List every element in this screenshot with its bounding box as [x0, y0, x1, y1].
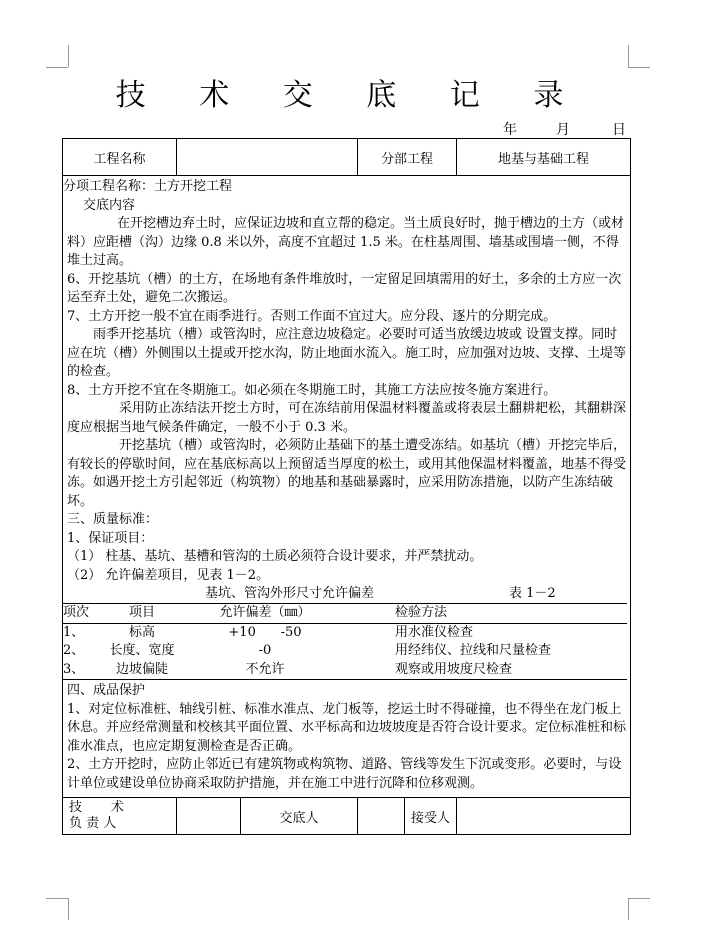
table-cell: 2、 — [63, 643, 85, 658]
paragraph: 在开挖槽边弃土时，应保证边坡和直立帮的稳定。当土质良好时，抛于槽边的土方（或材料）应距槽（沟）边缘 0.8 米以外，高度不宜超过 1.5 米。在柱基周围、墙基或围墙一侧，不得堆土过高。 — [67, 216, 625, 268]
date-year: 年 — [503, 122, 517, 138]
table-cell: 3、 — [63, 661, 99, 680]
crop-mark-bottom-left — [46, 898, 68, 899]
document-title: 技 术 交 底 记 录 — [115, 78, 586, 113]
col-header: 项目 — [99, 604, 185, 624]
table-cell: 1、 — [63, 624, 85, 640]
receiver-value[interactable] — [457, 798, 631, 835]
paragraph: 雨季开挖基坑（槽）或管沟时，应注意边坡稳定。必要时可适当放缓边坡或 设置支撑。同时应在坑（槽）外侧围以土提或开挖水沟，防止地面水流入。施工时，应加强对边坡、支撑、土堤等的检查。 — [67, 327, 627, 379]
tech-lead-label — [63, 798, 177, 835]
table-cell: 用水准仪检查 — [395, 624, 474, 640]
crop-mark-top-right — [628, 67, 650, 68]
discloser-label: 交底人 — [241, 798, 358, 835]
date-day: 日 — [612, 122, 626, 138]
protection-paragraph: 2、土方开挖时，应防止邻近已有建筑物或构筑物、道路、管线等发生下沉或变形。必要时，与设计单位或建设单位协商采取防护措施，并在施工中进行沉降和位移观测。 — [67, 757, 622, 791]
discloser-value[interactable] — [358, 798, 405, 835]
tech-lead-label-line: 负 责 人 — [69, 816, 117, 831]
table-cell: 标高 — [128, 624, 155, 640]
crop-mark-bottom-left — [68, 898, 69, 920]
quality-sub: 1、保证项目： — [67, 530, 154, 546]
table-cell: 不允许 — [185, 661, 345, 680]
paragraph: 采用防止冻结法开挖土方时，可在冻结前用保温材料覆盖或将表层土翻耕耙松，其翻耕深度应根据当地气候条件确定，一般不小于 0.3 米。 — [67, 401, 627, 435]
table-cell: 观察或用坡度尺检查 — [345, 661, 627, 680]
date-month: 月 — [556, 122, 570, 138]
paragraph: 8、土方开挖不宜在冬期施工。如必须在冬期施工时，其施工方法应按冬施方案进行。 — [67, 382, 557, 398]
col-header: 允许偏差（㎜） — [185, 604, 345, 624]
quality-title: 三、质量标准： — [67, 512, 159, 527]
table-number: 表 1－2 — [509, 586, 556, 601]
sub-project-name: 分项工程名称：土方开挖工程 — [63, 179, 233, 194]
col-header: 项次 — [63, 604, 99, 624]
col-header: 检验方法 — [345, 604, 627, 624]
table-cell: 边坡偏陡 — [99, 661, 185, 680]
crop-mark-top-left — [68, 45, 69, 67]
paragraph: 6、开挖基坑（槽）的土方，在场地有条件堆放时，一定留足回填需用的好土，多余的土方应一次运至弃土处，避免二次搬运。 — [67, 271, 622, 305]
disclosure-record-table — [62, 138, 631, 835]
quality-item: （1） 柱基、基坑、基槽和管沟的土质必须符合设计要求，并严禁扰动。 — [67, 549, 483, 564]
crop-mark-top-right — [628, 45, 629, 67]
tech-lead-value[interactable] — [177, 798, 241, 835]
protection-title: 四、成品保护 — [67, 683, 146, 698]
crop-mark-bottom-right — [628, 898, 629, 920]
quality-item: （2） 允许偏差项目，见表 1－2。 — [67, 567, 270, 583]
crop-mark-top-left — [46, 67, 68, 68]
table-cell: 用经纬仪、拉线和尺量检查 — [395, 643, 552, 658]
receiver-label: 接受人 — [405, 798, 457, 835]
paragraph: 7、土方开挖一般不宜在雨季进行。否则工作面不宜过大。应分段、逐片的分期完成。 — [67, 308, 557, 324]
division-value: 地基与基础工程 — [457, 139, 631, 176]
content-title: 交底内容 — [83, 197, 136, 213]
table-caption-row — [67, 585, 626, 603]
paragraph: 开挖基坑（槽）或管沟时，必须防止基础下的基土遭受冻结。如基坑（槽）开挖完毕后，有较长的停歇时间，应在基底标高以上预留适当厚度的松土，或用其他保温材料覆盖，地基不得受冻。如遇开挖土方引起邻近（构筑物）的地基和基础暴露时，应采用防冻措施，以防产生冻结破坏。 — [67, 438, 627, 509]
table-caption: 基坑、管沟外形尺寸允许偏差 — [205, 586, 375, 601]
protection-paragraph: 1、对定位标准桩、轴线引桩、标准水准点、龙门板等，挖运土时不得碰撞，也不得坐在龙门板上休息。并应经常测量和校核其平面位置、水平标高和边坡坡度是否符合设计要求。定位标准桩和标准水准点，也应定期复测检查是否正确。 — [67, 701, 627, 754]
division-label: 分部工程 — [358, 139, 457, 176]
tech-lead-label-line: 技 术 — [69, 800, 124, 815]
table-cell: 长度、宽度 — [109, 643, 175, 658]
project-name-value[interactable] — [177, 139, 358, 176]
table-cell: +10 -50 — [228, 624, 302, 640]
table-cell: -0 — [258, 643, 272, 658]
content-cell — [63, 176, 631, 798]
crop-mark-bottom-right — [628, 898, 650, 899]
project-name-label: 工程名称 — [63, 139, 177, 176]
deviation-table — [63, 603, 627, 680]
